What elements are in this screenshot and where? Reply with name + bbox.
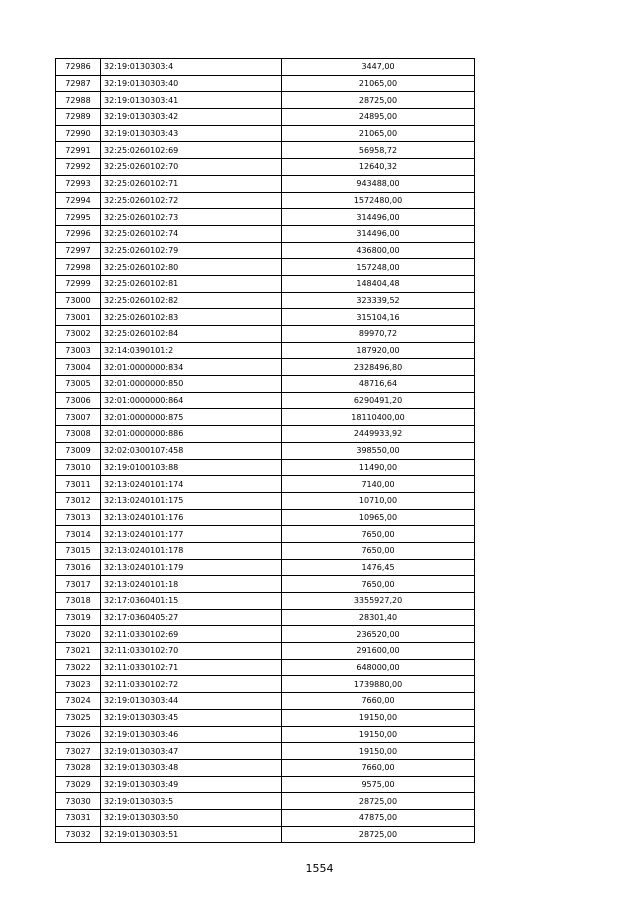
row-number-cell: 73021 xyxy=(56,643,101,660)
value-cell: 1476,45 xyxy=(282,559,475,576)
value-cell: 7660,00 xyxy=(282,693,475,710)
table-row xyxy=(56,142,475,159)
table-row xyxy=(56,659,475,676)
row-number-cell: 72995 xyxy=(56,209,101,226)
table-row xyxy=(56,776,475,793)
value-cell: 89970,72 xyxy=(282,326,475,343)
value-cell: 315104,16 xyxy=(282,309,475,326)
cadastral-number-cell: 32:11:0330102:69 xyxy=(101,626,282,643)
table-row xyxy=(56,559,475,576)
row-number-cell: 73031 xyxy=(56,809,101,826)
table-row xyxy=(56,576,475,593)
table-row xyxy=(56,292,475,309)
table-row xyxy=(56,259,475,276)
table-row xyxy=(56,392,475,409)
cadastral-number-cell: 32:19:0130303:50 xyxy=(101,809,282,826)
value-cell: 1739880,00 xyxy=(282,676,475,693)
cadastral-number-cell: 32:19:0130303:41 xyxy=(101,92,282,109)
cadastral-number-cell: 32:13:0240101:179 xyxy=(101,559,282,576)
table-row xyxy=(56,793,475,810)
cadastral-number-cell: 32:25:0260102:80 xyxy=(101,259,282,276)
table-row xyxy=(56,109,475,126)
value-cell: 18110400,00 xyxy=(282,409,475,426)
value-cell: 28725,00 xyxy=(282,92,475,109)
cadastral-number-cell: 32:01:0000000:864 xyxy=(101,392,282,409)
table-row xyxy=(56,459,475,476)
table-row xyxy=(56,609,475,626)
table-row xyxy=(56,626,475,643)
value-cell: 28301,40 xyxy=(282,609,475,626)
row-number-cell: 73002 xyxy=(56,326,101,343)
value-cell: 148404,48 xyxy=(282,275,475,292)
value-cell: 314496,00 xyxy=(282,209,475,226)
row-number-cell: 72993 xyxy=(56,175,101,192)
table-row xyxy=(56,709,475,726)
value-cell: 3447,00 xyxy=(282,59,475,76)
row-number-cell: 72998 xyxy=(56,259,101,276)
value-cell: 2449933,92 xyxy=(282,426,475,443)
table-row xyxy=(56,426,475,443)
table-row xyxy=(56,492,475,509)
value-cell: 48716,64 xyxy=(282,376,475,393)
cadastral-number-cell: 32:02:0300107:458 xyxy=(101,442,282,459)
cadastral-number-cell: 32:19:0130303:43 xyxy=(101,125,282,142)
table-row xyxy=(56,209,475,226)
value-cell: 56958,72 xyxy=(282,142,475,159)
cadastral-number-cell: 32:13:0240101:177 xyxy=(101,526,282,543)
row-number-cell: 72988 xyxy=(56,92,101,109)
cadastral-number-cell: 32:14:0390101:2 xyxy=(101,342,282,359)
cadastral-number-cell: 32:19:0130303:51 xyxy=(101,826,282,843)
value-cell: 7650,00 xyxy=(282,576,475,593)
value-cell: 21065,00 xyxy=(282,75,475,92)
cadastral-number-cell: 32:01:0000000:886 xyxy=(101,426,282,443)
row-number-cell: 73000 xyxy=(56,292,101,309)
value-cell: 291600,00 xyxy=(282,643,475,660)
value-cell: 943488,00 xyxy=(282,175,475,192)
cadastral-number-cell: 32:19:0130303:45 xyxy=(101,709,282,726)
table-row xyxy=(56,593,475,610)
cadastral-number-cell: 32:25:0260102:74 xyxy=(101,225,282,242)
cadastral-number-cell: 32:13:0240101:176 xyxy=(101,509,282,526)
row-number-cell: 73018 xyxy=(56,593,101,610)
cadastral-number-cell: 32:25:0260102:79 xyxy=(101,242,282,259)
value-cell: 3355927,20 xyxy=(282,593,475,610)
row-number-cell: 72992 xyxy=(56,159,101,176)
value-cell: 7650,00 xyxy=(282,542,475,559)
value-cell: 47875,00 xyxy=(282,809,475,826)
cadastral-number-cell: 32:19:0130303:5 xyxy=(101,793,282,810)
cadastral-number-cell: 32:19:0130303:40 xyxy=(101,75,282,92)
row-number-cell: 72986 xyxy=(56,59,101,76)
value-cell: 236520,00 xyxy=(282,626,475,643)
value-cell: 1572480,00 xyxy=(282,192,475,209)
cadastral-number-cell: 32:25:0260102:69 xyxy=(101,142,282,159)
cadastral-number-cell: 32:19:0100103:88 xyxy=(101,459,282,476)
cadastral-number-cell: 32:17:0360405:27 xyxy=(101,609,282,626)
value-cell: 28725,00 xyxy=(282,826,475,843)
cadastral-number-cell: 32:11:0330102:71 xyxy=(101,659,282,676)
value-cell: 10710,00 xyxy=(282,492,475,509)
table-row xyxy=(56,192,475,209)
cadastral-number-cell: 32:25:0260102:81 xyxy=(101,275,282,292)
table-row xyxy=(56,826,475,843)
table-row xyxy=(56,759,475,776)
value-cell: 19150,00 xyxy=(282,743,475,760)
value-cell: 7140,00 xyxy=(282,476,475,493)
value-cell: 398550,00 xyxy=(282,442,475,459)
row-number-cell: 73003 xyxy=(56,342,101,359)
table-row xyxy=(56,476,475,493)
cadastral-number-cell: 32:19:0130303:49 xyxy=(101,776,282,793)
table-row xyxy=(56,92,475,109)
table-row xyxy=(56,526,475,543)
value-cell: 11490,00 xyxy=(282,459,475,476)
table-row xyxy=(56,359,475,376)
table-row xyxy=(56,342,475,359)
cadastral-number-cell: 32:19:0130303:44 xyxy=(101,693,282,710)
cadastral-number-cell: 32:25:0260102:72 xyxy=(101,192,282,209)
table-row xyxy=(56,409,475,426)
row-number-cell: 73024 xyxy=(56,693,101,710)
cadastral-number-cell: 32:25:0260102:82 xyxy=(101,292,282,309)
table-row xyxy=(56,175,475,192)
row-number-cell: 73019 xyxy=(56,609,101,626)
value-cell: 9575,00 xyxy=(282,776,475,793)
value-cell: 21065,00 xyxy=(282,125,475,142)
row-number-cell: 73015 xyxy=(56,542,101,559)
value-cell: 2328496,80 xyxy=(282,359,475,376)
row-number-cell: 73027 xyxy=(56,743,101,760)
table-row xyxy=(56,326,475,343)
table-row xyxy=(56,643,475,660)
value-cell: 7650,00 xyxy=(282,526,475,543)
table-row xyxy=(56,509,475,526)
row-number-cell: 73022 xyxy=(56,659,101,676)
value-cell: 314496,00 xyxy=(282,225,475,242)
cadastral-number-cell: 32:25:0260102:71 xyxy=(101,175,282,192)
value-cell: 10965,00 xyxy=(282,509,475,526)
row-number-cell: 73001 xyxy=(56,309,101,326)
value-cell: 24895,00 xyxy=(282,109,475,126)
cadastral-number-cell: 32:25:0260102:84 xyxy=(101,326,282,343)
value-cell: 323339,52 xyxy=(282,292,475,309)
row-number-cell: 72990 xyxy=(56,125,101,142)
cadastral-number-cell: 32:19:0130303:47 xyxy=(101,743,282,760)
table-row xyxy=(56,376,475,393)
row-number-cell: 73030 xyxy=(56,793,101,810)
cadastral-number-cell: 32:19:0130303:48 xyxy=(101,759,282,776)
table-body xyxy=(56,59,475,843)
cadastral-number-cell: 32:11:0330102:72 xyxy=(101,676,282,693)
cadastral-number-cell: 32:17:0360401:15 xyxy=(101,593,282,610)
cadastral-number-cell: 32:01:0000000:834 xyxy=(101,359,282,376)
row-number-cell: 73017 xyxy=(56,576,101,593)
cadastral-number-cell: 32:19:0130303:4 xyxy=(101,59,282,76)
cadastral-number-cell: 32:13:0240101:18 xyxy=(101,576,282,593)
row-number-cell: 72994 xyxy=(56,192,101,209)
value-cell: 12640,32 xyxy=(282,159,475,176)
cadastral-number-cell: 32:25:0260102:73 xyxy=(101,209,282,226)
table-row xyxy=(56,442,475,459)
table-row xyxy=(56,309,475,326)
row-number-cell: 72996 xyxy=(56,225,101,242)
row-number-cell: 73007 xyxy=(56,409,101,426)
row-number-cell: 73004 xyxy=(56,359,101,376)
row-number-cell: 73012 xyxy=(56,492,101,509)
table-row xyxy=(56,809,475,826)
page-number: 1554 xyxy=(305,862,334,875)
row-number-cell: 73028 xyxy=(56,759,101,776)
row-number-cell: 73011 xyxy=(56,476,101,493)
row-number-cell: 73008 xyxy=(56,426,101,443)
table-row xyxy=(56,125,475,142)
row-number-cell: 72989 xyxy=(56,109,101,126)
value-cell: 648000,00 xyxy=(282,659,475,676)
value-cell: 6290491,20 xyxy=(282,392,475,409)
data-table xyxy=(55,58,475,843)
row-number-cell: 73032 xyxy=(56,826,101,843)
table-row xyxy=(56,225,475,242)
row-number-cell: 72991 xyxy=(56,142,101,159)
row-number-cell: 73010 xyxy=(56,459,101,476)
value-cell: 157248,00 xyxy=(282,259,475,276)
cadastral-number-cell: 32:13:0240101:175 xyxy=(101,492,282,509)
row-number-cell: 73009 xyxy=(56,442,101,459)
value-cell: 7660,00 xyxy=(282,759,475,776)
row-number-cell: 72997 xyxy=(56,242,101,259)
table-row xyxy=(56,159,475,176)
table-row xyxy=(56,743,475,760)
cadastral-number-cell: 32:01:0000000:850 xyxy=(101,376,282,393)
row-number-cell: 73006 xyxy=(56,392,101,409)
table-row xyxy=(56,275,475,292)
table-row xyxy=(56,75,475,92)
row-number-cell: 73013 xyxy=(56,509,101,526)
table-row xyxy=(56,59,475,76)
row-number-cell: 72987 xyxy=(56,75,101,92)
cadastral-number-cell: 32:19:0130303:46 xyxy=(101,726,282,743)
row-number-cell: 73023 xyxy=(56,676,101,693)
row-number-cell: 73029 xyxy=(56,776,101,793)
cadastral-number-cell: 32:19:0130303:42 xyxy=(101,109,282,126)
value-cell: 19150,00 xyxy=(282,709,475,726)
cadastral-number-cell: 32:13:0240101:174 xyxy=(101,476,282,493)
value-cell: 28725,00 xyxy=(282,793,475,810)
row-number-cell: 73014 xyxy=(56,526,101,543)
table-row xyxy=(56,726,475,743)
cadastral-number-cell: 32:11:0330102:70 xyxy=(101,643,282,660)
table-row xyxy=(56,242,475,259)
table-row xyxy=(56,693,475,710)
value-cell: 187920,00 xyxy=(282,342,475,359)
row-number-cell: 73025 xyxy=(56,709,101,726)
row-number-cell: 73020 xyxy=(56,626,101,643)
value-cell: 436800,00 xyxy=(282,242,475,259)
row-number-cell: 73026 xyxy=(56,726,101,743)
row-number-cell: 73005 xyxy=(56,376,101,393)
row-number-cell: 73016 xyxy=(56,559,101,576)
table-row xyxy=(56,542,475,559)
table-row xyxy=(56,676,475,693)
cadastral-number-cell: 32:01:0000000:875 xyxy=(101,409,282,426)
cadastral-number-cell: 32:25:0260102:83 xyxy=(101,309,282,326)
value-cell: 19150,00 xyxy=(282,726,475,743)
cadastral-number-cell: 32:13:0240101:178 xyxy=(101,542,282,559)
row-number-cell: 72999 xyxy=(56,275,101,292)
cadastral-number-cell: 32:25:0260102:70 xyxy=(101,159,282,176)
